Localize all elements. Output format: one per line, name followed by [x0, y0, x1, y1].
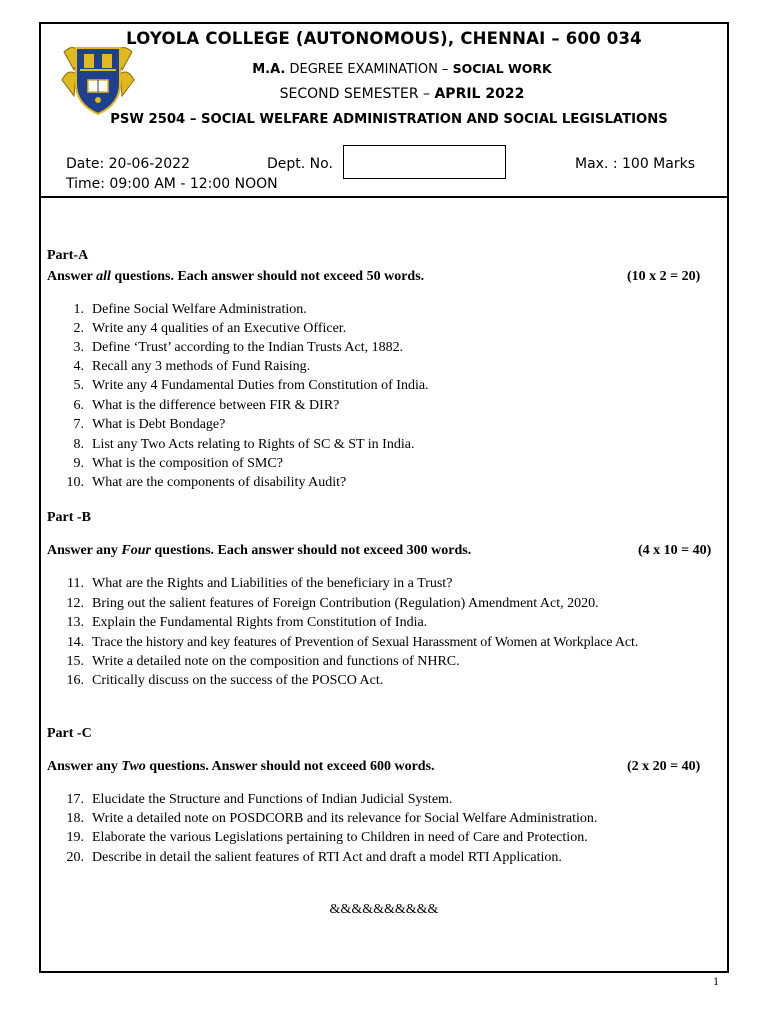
question-item: [60, 596, 599, 612]
part-b-marks: (4 x 10 = 40): [638, 543, 712, 558]
question-number: 18.: [66, 811, 84, 826]
question-item: [60, 615, 427, 631]
question-number: 14.: [66, 635, 84, 650]
question-text: Write any 4 Fundamental Duties from Constitution of India.: [92, 378, 429, 393]
question-item: [60, 850, 562, 866]
question-text: What is the difference between FIR & DIR?: [92, 398, 340, 413]
degree-text: DEGREE EXAMINATION –: [285, 62, 453, 77]
question-number: 7.: [73, 417, 84, 432]
question-number: 6.: [73, 398, 84, 413]
question-text: Write a detailed note on POSDCORB and its relevance for Social Welfare Administration.: [92, 811, 598, 826]
question-number: 1.: [73, 302, 84, 317]
part-c-instr-post: questions. Answer should not exceed 600 words.: [145, 759, 435, 774]
degree-subject: SOCIAL WORK: [452, 61, 552, 76]
question-item: [60, 417, 225, 433]
part-c-title: Part -C: [47, 726, 92, 741]
question-text: What is Debt Bondage?: [92, 417, 226, 432]
end-of-paper-mark: &&&&&&&&&&: [329, 902, 439, 917]
max-marks: Max. : 100 Marks: [575, 156, 695, 172]
question-item: [60, 792, 452, 808]
question-item: [60, 437, 414, 453]
part-a-instr-pre: Answer: [47, 269, 97, 284]
question-text: Define ‘Trust’ according to the Indian Trusts Act, 1882.: [92, 340, 404, 355]
question-item: [60, 456, 283, 472]
question-item: [60, 576, 452, 592]
semester-date: APRIL 2022: [434, 86, 525, 102]
question-item: [60, 340, 403, 356]
part-b-instructions: [47, 543, 471, 559]
part-a-instr-em: all: [96, 269, 111, 284]
question-text: List any Two Acts relating to Rights of SC & ST in India.: [92, 437, 415, 452]
question-number: 12.: [66, 596, 84, 611]
question-item: [60, 359, 310, 375]
part-a-instructions: [47, 269, 424, 285]
question-text: What is the composition of SMC?: [92, 456, 283, 471]
question-number: 10.: [66, 475, 84, 490]
exam-date: Date: 20-06-2022: [66, 156, 190, 172]
question-text: Elucidate the Structure and Functions of Indian Judicial System.: [92, 792, 453, 807]
part-c-instructions: [47, 759, 435, 775]
question-number: 20.: [66, 850, 84, 865]
part-a-marks: (10 x 2 = 20): [627, 269, 701, 284]
header-divider: [39, 196, 729, 198]
part-c-instr-pre: Answer any: [47, 759, 122, 774]
question-item: [60, 378, 429, 394]
question-number: 9.: [73, 456, 84, 471]
question-text: Bring out the salient features of Foreign Contribution (Regulation) Amendment Act, 2020.: [92, 596, 599, 611]
question-number: 17.: [66, 792, 84, 807]
question-text: Recall any 3 methods of Fund Raising.: [92, 359, 311, 374]
question-text: Write any 4 qualities of an Executive Officer.: [92, 321, 347, 336]
question-number: 5.: [73, 378, 84, 393]
question-number: 4.: [73, 359, 84, 374]
part-a-title: Part-A: [47, 248, 89, 263]
question-number: 3.: [73, 340, 84, 355]
question-item: [60, 302, 307, 318]
question-number: 2.: [73, 321, 84, 336]
question-item: [60, 673, 383, 689]
question-number: 19.: [66, 830, 84, 845]
question-text: What are the Rights and Liabilities of the beneficiary in a Trust?: [92, 576, 453, 591]
college-name: LOYOLA COLLEGE (AUTONOMOUS), CHENNAI – 600 034: [126, 29, 642, 48]
question-text: Define Social Welfare Administration.: [92, 302, 307, 317]
question-text: Write a detailed note on the composition and functions of NHRC.: [92, 654, 460, 669]
page-number: 1: [713, 974, 719, 988]
question-text: Explain the Fundamental Rights from Constitution of India.: [92, 615, 428, 630]
question-item: [60, 811, 597, 827]
part-c-marks: (2 x 20 = 40): [627, 759, 701, 774]
part-c-instr-em: Two: [121, 759, 146, 774]
paper-title: PSW 2504 – SOCIAL WELFARE ADMINISTRATION AND SOCIAL LEGISLATIONS: [110, 112, 668, 127]
college-crest-logo: [60, 40, 136, 118]
question-number: 15.: [66, 654, 84, 669]
dept-number-field[interactable]: [343, 145, 506, 179]
question-item: [60, 321, 346, 337]
part-b-instr-em: Four: [121, 543, 151, 558]
degree-abbrev: M.A.: [252, 62, 286, 77]
question-item: [60, 635, 638, 651]
question-text: Critically discuss on the success of the POSCO Act.: [92, 673, 384, 688]
degree-line: [0, 61, 768, 77]
question-item: [60, 398, 339, 414]
part-b-title: Part -B: [47, 510, 91, 525]
dept-label: Dept. No.: [267, 156, 333, 172]
question-number: 16.: [66, 673, 84, 688]
question-text: Describe in detail the salient features of RTI Act and draft a model RTI Application.: [92, 850, 562, 865]
question-item: [60, 475, 346, 491]
question-text: Elaborate the various Legislations pertaining to Children in need of Care and Protection.: [92, 830, 588, 845]
question-number: 8.: [73, 437, 84, 452]
semester-text: SECOND SEMESTER –: [279, 86, 435, 102]
exam-time: Time: 09:00 AM - 12:00 NOON: [66, 176, 278, 192]
question-item: [60, 830, 588, 846]
question-number: 11.: [67, 576, 84, 591]
question-number: 13.: [66, 615, 84, 630]
part-a-instr-post: questions. Each answer should not exceed 50 words.: [110, 269, 425, 284]
part-b-instr-pre: Answer any: [47, 543, 122, 558]
question-text: Trace the history and key features of Prevention of Sexual Harassment of Women at Workplace Act.: [92, 635, 639, 650]
part-b-instr-post: questions. Each answer should not exceed 300 words.: [151, 543, 472, 558]
semester-line: [0, 86, 768, 102]
question-text: What are the components of disability Audit?: [92, 475, 347, 490]
question-item: [60, 654, 460, 670]
